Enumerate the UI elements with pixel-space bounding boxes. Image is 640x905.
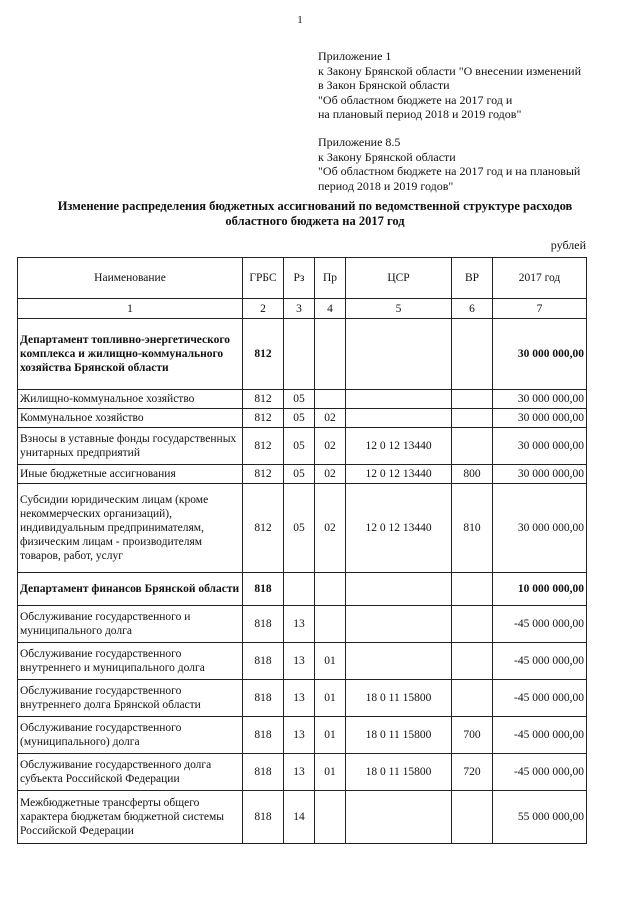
row-name: Иные бюджетные ассигнования (18, 465, 243, 484)
row-csr (346, 409, 452, 428)
table-body (18, 319, 587, 844)
row-amount: -45 000 000,00 (493, 754, 587, 791)
row-rz: 05 (284, 465, 315, 484)
column-header: 2017 год (493, 258, 587, 299)
row-csr: 18 0 11 15800 (346, 754, 452, 791)
row-grbs: 812 (243, 390, 284, 409)
row-grbs: 818 (243, 680, 284, 717)
column-header: ГРБС (243, 258, 284, 299)
row-csr (346, 643, 452, 680)
row-amount: 30 000 000,00 (493, 428, 587, 465)
row-amount: 30 000 000,00 (493, 484, 587, 573)
page-number: 1 (297, 14, 303, 26)
row-amount: 30 000 000,00 (493, 390, 587, 409)
row-grbs: 818 (243, 606, 284, 643)
appendix-2-header (318, 135, 580, 193)
row-amount: 30 000 000,00 (493, 465, 587, 484)
row-name: Департамент топливно-энергетического комплекса и жилищно-коммунального хозяйства Брянской области (18, 319, 243, 390)
row-pr: 01 (315, 643, 346, 680)
row-amount: -45 000 000,00 (493, 680, 587, 717)
row-amount: -45 000 000,00 (493, 606, 587, 643)
row-pr: 01 (315, 680, 346, 717)
table-row (18, 643, 587, 680)
appendix-1-line: на плановый период 2018 и 2019 годов" (318, 107, 522, 121)
table-row (18, 409, 587, 428)
row-csr: 18 0 11 15800 (346, 717, 452, 754)
column-number-row (18, 299, 587, 319)
row-vr (452, 319, 493, 390)
row-name: Обслуживание государственного внутреннего долга Брянской области (18, 680, 243, 717)
row-pr (315, 319, 346, 390)
row-rz: 14 (284, 791, 315, 844)
column-number: 5 (346, 299, 452, 319)
units-label: рублей (550, 238, 586, 252)
row-pr: 02 (315, 428, 346, 465)
row-amount: 30 000 000,00 (493, 319, 587, 390)
row-grbs: 818 (243, 643, 284, 680)
row-rz (284, 319, 315, 390)
column-number: 7 (493, 299, 587, 319)
row-pr: 01 (315, 754, 346, 791)
row-rz (284, 573, 315, 606)
row-amount: -45 000 000,00 (493, 643, 587, 680)
row-csr: 18 0 11 15800 (346, 680, 452, 717)
title-line: областного бюджета на 2017 год (225, 214, 405, 228)
row-grbs: 812 (243, 428, 284, 465)
table-row (18, 791, 587, 844)
row-grbs: 818 (243, 754, 284, 791)
appendix-1-line: к Закону Брянской области "О внесении изменений (318, 63, 581, 78)
header-row (18, 258, 587, 299)
row-vr: 810 (452, 484, 493, 573)
title-line: Изменение распределения бюджетных ассигнований по ведомственной структуре расходов (57, 199, 573, 213)
row-pr (315, 606, 346, 643)
row-csr: 12 0 12 13440 (346, 484, 452, 573)
column-number: 3 (284, 299, 315, 319)
row-rz: 13 (284, 754, 315, 791)
row-amount: -45 000 000,00 (493, 717, 587, 754)
table-row (18, 484, 587, 573)
column-number: 6 (452, 299, 493, 319)
row-rz: 05 (284, 390, 315, 409)
row-vr (452, 643, 493, 680)
row-csr (346, 319, 452, 390)
budget-table (17, 257, 587, 844)
table-row (18, 717, 587, 754)
row-name: Обслуживание государственного внутреннего и муниципального долга (18, 643, 243, 680)
row-vr (452, 428, 493, 465)
row-rz: 13 (284, 680, 315, 717)
row-name: Межбюджетные трансферты общего характера бюджетам бюджетной системы Российской Федерации (18, 791, 243, 844)
row-pr: 02 (315, 484, 346, 573)
row-vr (452, 409, 493, 428)
table-row (18, 390, 587, 409)
row-vr (452, 791, 493, 844)
row-rz: 05 (284, 484, 315, 573)
row-grbs: 818 (243, 791, 284, 844)
row-rz: 13 (284, 606, 315, 643)
row-csr (346, 606, 452, 643)
row-name: Жилищно-коммунальное хозяйство (18, 390, 243, 409)
row-rz: 05 (284, 409, 315, 428)
row-name: Взносы в уставные фонды государственных унитарных предприятий (18, 428, 243, 465)
row-grbs: 812 (243, 484, 284, 573)
row-csr (346, 791, 452, 844)
appendix-2-line: Приложение 8.5 (318, 135, 401, 149)
row-vr: 720 (452, 754, 493, 791)
row-pr (315, 791, 346, 844)
column-number: 1 (18, 299, 243, 319)
row-vr (452, 573, 493, 606)
row-vr (452, 390, 493, 409)
row-rz: 13 (284, 717, 315, 754)
column-number: 2 (243, 299, 284, 319)
row-pr: 02 (315, 409, 346, 428)
document-title (20, 199, 610, 229)
row-csr: 12 0 12 13440 (346, 428, 452, 465)
row-vr (452, 680, 493, 717)
row-vr: 800 (452, 465, 493, 484)
column-header: Пр (315, 258, 346, 299)
row-grbs: 818 (243, 717, 284, 754)
row-vr (452, 606, 493, 643)
row-grbs: 812 (243, 319, 284, 390)
table-row (18, 680, 587, 717)
row-pr (315, 390, 346, 409)
row-amount: 55 000 000,00 (493, 791, 587, 844)
appendix-1-line: "Об областном бюджете на 2017 год и (318, 92, 513, 107)
row-name: Субсидии юридическим лицам (кроме некоммерческих организаций), индивидуальным предпринимателям, физическим лицам - производителям товаров, работ, услуг (18, 484, 243, 573)
row-amount: 30 000 000,00 (493, 409, 587, 428)
appendix-2-line: период 2018 и 2019 годов" (318, 178, 454, 193)
appendix-2-line: к Закону Брянской области (318, 149, 456, 164)
column-header: Наименование (18, 258, 243, 299)
appendix-1-header (318, 49, 581, 122)
row-grbs: 812 (243, 409, 284, 428)
column-header: ЦСР (346, 258, 452, 299)
table-row (18, 465, 587, 484)
table-row (18, 428, 587, 465)
column-header: ВР (452, 258, 493, 299)
row-name: Обслуживание государственного (муниципального) долга (18, 717, 243, 754)
row-csr (346, 390, 452, 409)
row-name: Обслуживание государственного и муниципального долга (18, 606, 243, 643)
row-csr (346, 573, 452, 606)
appendix-1-line: Приложение 1 (318, 49, 392, 63)
table-row (18, 573, 587, 606)
row-name: Обслуживание государственного долга субъекта Российской Федерации (18, 754, 243, 791)
row-grbs: 818 (243, 573, 284, 606)
column-number: 4 (315, 299, 346, 319)
table-row (18, 754, 587, 791)
appendix-1-line: в Закон Брянской области (318, 78, 450, 92)
row-name: Коммунальное хозяйство (18, 409, 243, 428)
table-row (18, 319, 587, 390)
appendix-2-line: "Об областном бюджете на 2017 год и на плановый (318, 164, 581, 178)
row-rz: 05 (284, 428, 315, 465)
table-row (18, 606, 587, 643)
row-csr: 12 0 12 13440 (346, 465, 452, 484)
row-vr: 700 (452, 717, 493, 754)
column-header: Рз (284, 258, 315, 299)
row-pr (315, 573, 346, 606)
row-grbs: 812 (243, 465, 284, 484)
row-amount: 10 000 000,00 (493, 573, 587, 606)
row-name: Департамент финансов Брянской области (18, 573, 243, 606)
row-pr: 01 (315, 717, 346, 754)
row-pr: 02 (315, 465, 346, 484)
row-rz: 13 (284, 643, 315, 680)
